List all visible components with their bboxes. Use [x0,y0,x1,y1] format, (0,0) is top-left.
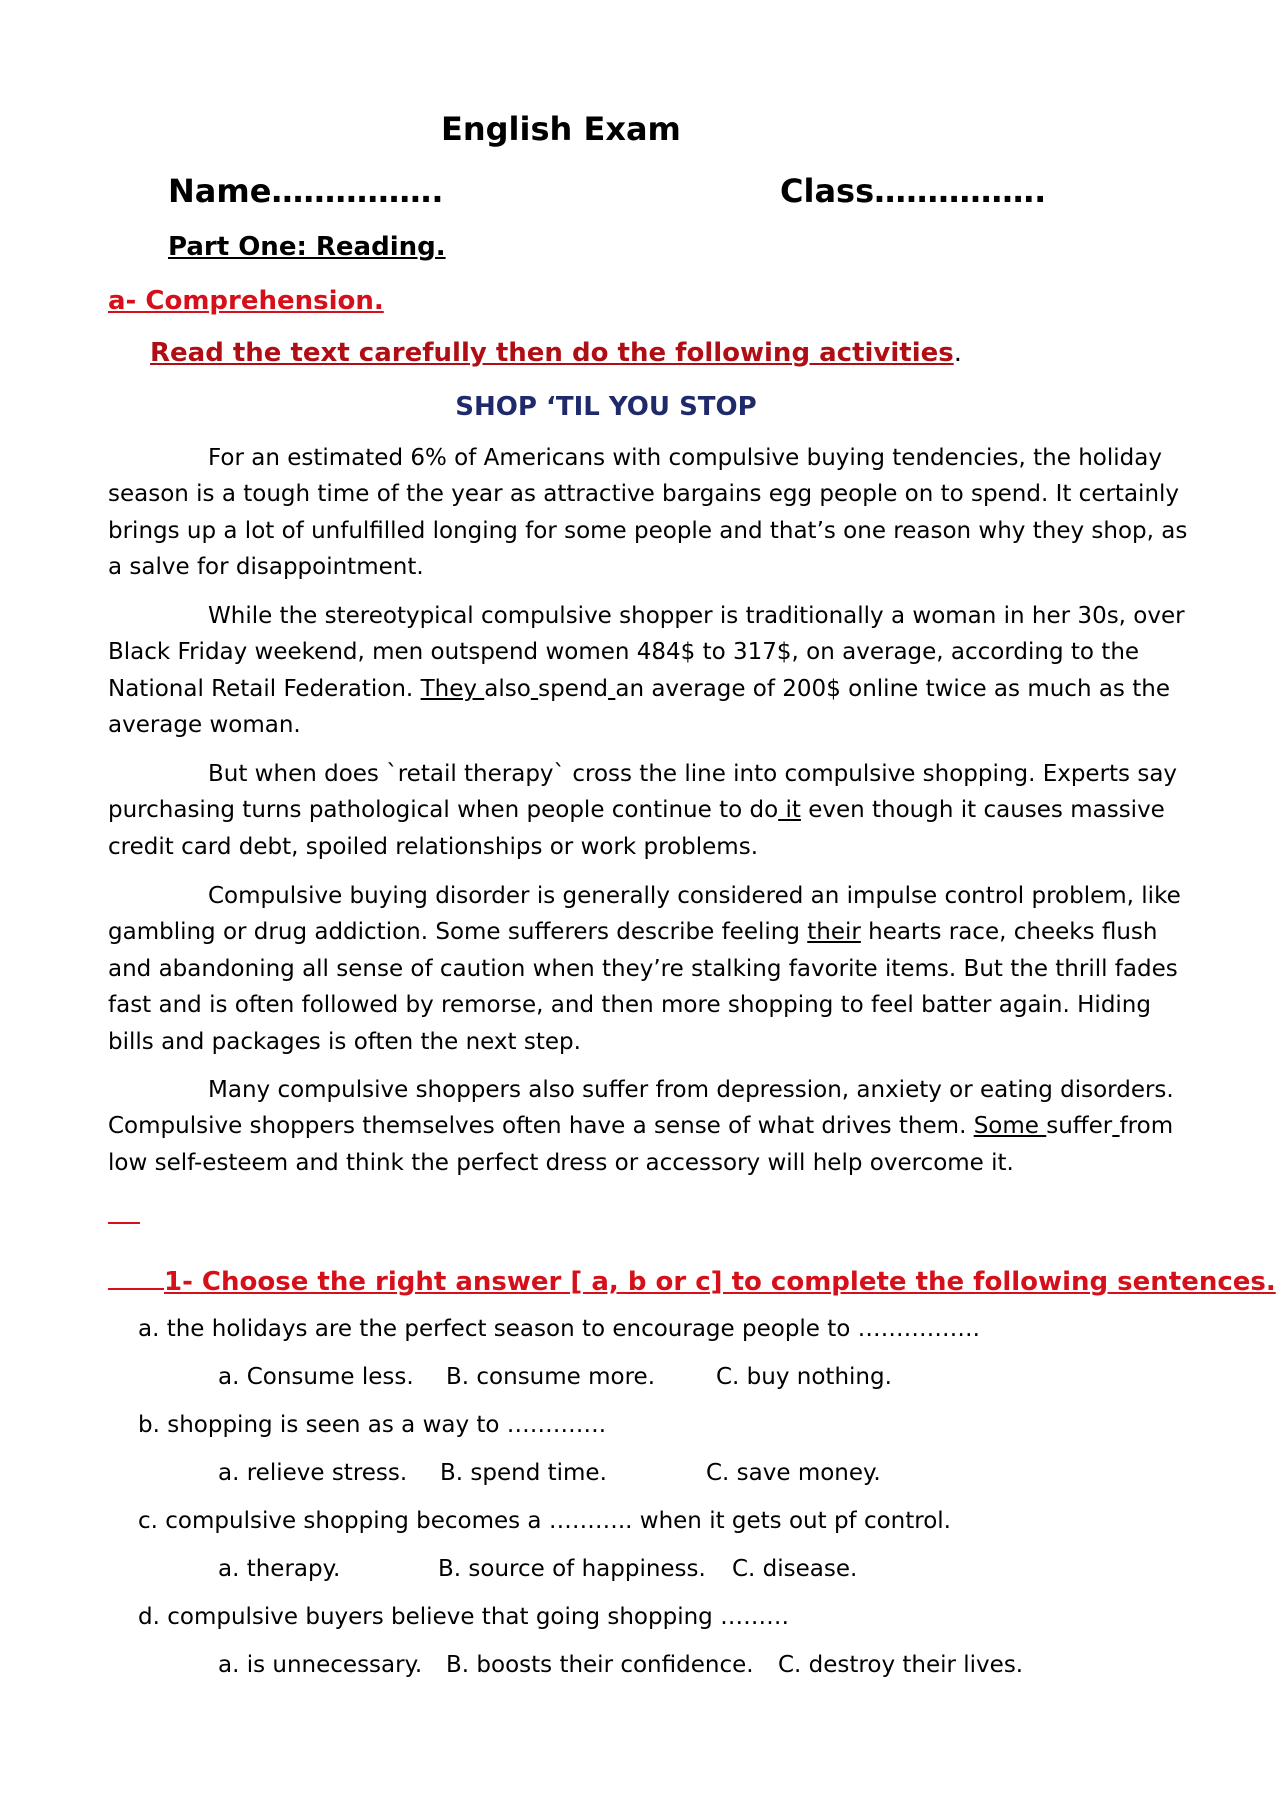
question-a-option-c: C. buy nothing. [716,1364,892,1390]
passage-paragraph-4 [108,878,1193,1060]
passage-title: SHOP ‘TIL YOU STOP [455,392,757,422]
red-underline-mark [108,1222,140,1224]
underlined-they: They [420,675,485,702]
activity-1-heading [108,1266,1276,1297]
paragraph-2-text-a: While the stereotypical compulsive shopper is traditionally a woman in her 30s, over Black Friday weekend, men outspend women 484$ to 317$, on average, according to the National Retail Federation. [108,603,1185,702]
question-b-option-a: a. relieve stress. [218,1460,408,1486]
instruction-text: Read the text carefully then do the following activities [150,338,954,368]
question-c-option-c: C. disease. [732,1556,858,1582]
paragraph-5-text-c: from low self-esteem and think the perfect dress or accessory will help overcome it. [108,1113,1174,1176]
paragraph-2-text-d: an average of 200$ online twice as much as the average woman. [108,675,1170,739]
paragraph-2-text-c: spend [538,675,609,702]
part-heading: Part One: Reading. [168,232,446,262]
question-d-option-c: C. destroy their lives. [778,1652,1024,1678]
class-field-label: Class……………. [780,172,1047,210]
paragraph-4-text-b: hearts race, cheeks flush and abandoning all sense of caution when they’re stalking favorite items. But the thrill fades fast and is often followed by remorse, and then more shopping to feel batter again. Hiding bills and packages is often the next step. [108,919,1178,1055]
passage-paragraph-2 [108,598,1193,744]
question-a: a. the holidays are the perfect season to encourage people to ……………. [138,1316,980,1342]
passage-paragraph-3 [108,756,1193,865]
underline-space-3 [1112,1113,1119,1139]
reading-instruction [150,338,962,368]
paragraph-5-text-b: suffer [1046,1113,1113,1140]
question-d-option-a: a. is unnecessary. [218,1652,423,1678]
underlined-it: it [778,797,801,824]
name-field-label: Name……………. [168,172,444,210]
underlined-their: their [807,919,861,946]
paragraph-3-text-b: even though it causes massive credit card debt, spoiled relationships or work problems. [108,797,1165,860]
comprehension-heading: a- Comprehension. [108,286,384,316]
paragraph-5-text-a: Many compulsive shoppers also suffer from depression, anxiety or eating disorders. Compulsive shoppers themselves often have a sense of what drives them. [108,1077,1174,1140]
heading-indent-underline [108,1266,164,1290]
paragraph-1-text: For an estimated 6% of Americans with compulsive buying tendencies, the holiday season is a tough time of the year as attractive bargains egg people on to spend. It certainly brings up a lot of unfulfilled longing for some people and that’s one reason why they shop, as a salve for disappointment. [108,445,1188,581]
activity-1-heading-text: 1- Choose the right answer [ a, b or c] to complete the following sentences. [164,1267,1276,1297]
question-c-option-a: a. therapy. [218,1556,341,1582]
question-d: d. compulsive buyers believe that going shopping ……… [138,1604,790,1630]
underlined-some: Some [973,1113,1047,1140]
exam-title: English Exam [441,110,681,148]
question-b-option-c: C. save money. [706,1460,881,1486]
instruction-period: . [953,338,962,368]
question-c: c. compulsive shopping becomes a ……….. when it gets out pf control. [138,1508,951,1534]
question-d-option-b: B. boosts their confidence. [446,1652,754,1678]
paragraph-4-text-a: Compulsive buying disorder is generally considered an impulse control problem, like gambling or drug addiction. Some sufferers describe feeling [108,883,1181,946]
paragraph-2-text-b: also [484,675,531,702]
question-c-option-b: B. source of happiness. [438,1556,706,1582]
passage-paragraph-1 [108,440,1193,586]
paragraph-3-text-a: But when does `retail therapy` cross the line into compulsive shopping. Experts say purchasing turns pathological when people continue to do [108,761,1178,824]
passage-paragraph-5 [108,1072,1193,1181]
question-b-option-b: B. spend time. [440,1460,607,1486]
question-a-option-a: a. Consume less. [218,1364,414,1390]
question-b: b. shopping is seen as a way to …………. [138,1412,607,1438]
question-a-option-b: B. consume more. [446,1364,656,1390]
